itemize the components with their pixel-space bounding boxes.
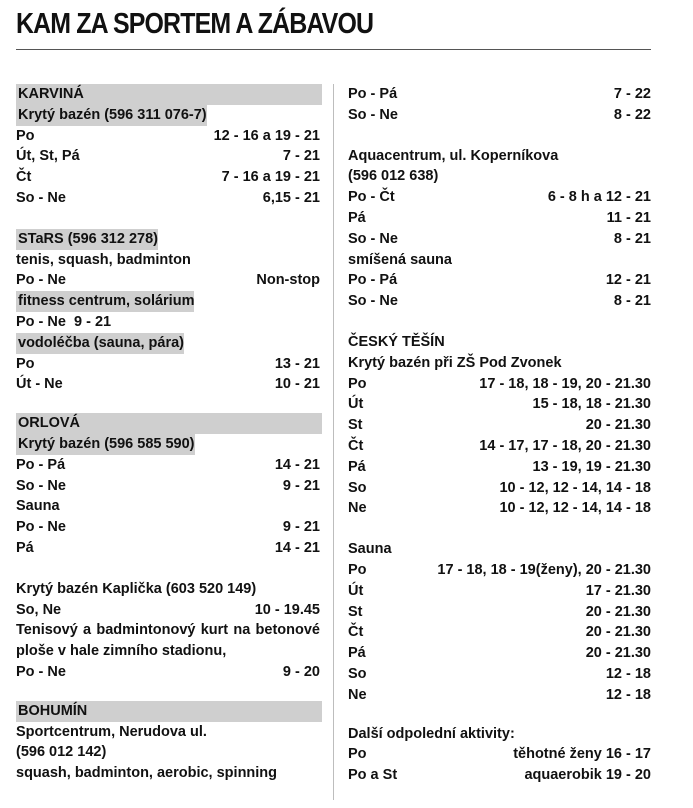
schedule-row: So 12 - 18	[348, 665, 651, 682]
venue-subheading: Sauna	[16, 498, 60, 515]
schedule-row: Čt 7 - 16 a 19 - 21	[16, 169, 320, 186]
column-divider	[333, 84, 334, 800]
venue-name: Sportcentrum, Nerudova ul.	[16, 723, 207, 740]
schedule-row: Po - Pá 14 - 21	[16, 456, 320, 473]
schedule-row: Po - Pá 7 - 22	[348, 86, 651, 102]
venue-subheading: fitness centrum, solárium	[16, 291, 320, 312]
schedule-row: So - Ne 8 - 22	[348, 106, 651, 123]
schedule-row: So - Ne 9 - 21	[16, 477, 320, 494]
venue-name: STaRS (596 312 278)	[16, 229, 320, 250]
venue-phone: (596 012 638)	[348, 168, 439, 185]
schedule-row: Út 17 - 21.30	[348, 582, 651, 599]
schedule-row: So, Ne 10 - 19.45	[16, 601, 320, 618]
schedule-row: So - Ne 8 - 21	[348, 293, 651, 310]
schedule-row: Po a St aquaerobik 19 - 20	[348, 767, 651, 784]
schedule-row: Po - Ne 9 - 20	[16, 663, 320, 680]
schedule-row: So - Ne 8 - 21	[348, 230, 651, 247]
schedule-row: Ne 12 - 18	[348, 686, 651, 703]
venue-subheading: Další odpolední aktivity:	[348, 725, 515, 742]
venue-subheading: vodoléčba (sauna, pára)	[16, 333, 320, 354]
schedule-row: Po - Pá 12 - 21	[348, 272, 651, 289]
page-title: KAM ZA SPORTEM A ZÁBAVOU	[16, 8, 374, 40]
schedule-row: St 20 - 21.30	[348, 417, 651, 434]
schedule-row: Po - Ne 9 - 21	[16, 519, 320, 536]
schedule-row: Po - Ne Non-stop	[16, 272, 320, 289]
venue-subheading: smíšená sauna	[348, 251, 452, 268]
venue-phone: (596 012 142)	[16, 744, 107, 761]
title-divider	[16, 49, 651, 50]
venue-sports: tenis, squash, badminton	[16, 251, 191, 268]
schedule-row: Pá 14 - 21	[16, 539, 320, 556]
schedule-row: So - Ne 6,15 - 21	[16, 189, 320, 206]
venue-name: Krytý bazén (596 311 076-7)	[16, 105, 320, 126]
schedule-row: Po 17 - 18, 18 - 19, 20 - 21.30	[348, 375, 651, 392]
schedule-row: Čt 14 - 17, 17 - 18, 20 - 21.30	[348, 437, 651, 454]
schedule-row: Pá 13 - 19, 19 - 21.30	[348, 458, 651, 475]
schedule-row: St 20 - 21.30	[348, 603, 651, 620]
venue-name: Krytý bazén při ZŠ Pod Zvonek	[348, 354, 562, 371]
schedule-row: Pá 11 - 21	[348, 209, 651, 226]
venue-name: Krytý bazén Kaplička (603 520 149)	[16, 580, 257, 597]
section-heading-cesky-tesin: ČESKÝ TĚŠÍN	[348, 333, 445, 350]
venue-sports: squash, badminton, aerobic, spinning	[16, 765, 278, 782]
schedule-row: Po 17 - 18, 18 - 19(ženy), 20 - 21.30	[348, 561, 651, 578]
schedule-row: Po - Ne 9 - 21	[16, 313, 112, 330]
schedule-row: Po těhotné ženy 16 - 17	[348, 746, 651, 763]
schedule-row: Út - Ne 10 - 21	[16, 376, 320, 393]
section-heading-karvina: KARVINÁ	[16, 84, 322, 105]
venue-name: Aquacentrum, ul. Koperníkova	[348, 147, 559, 164]
schedule-row: Út, St, Pá 7 - 21	[16, 148, 320, 165]
venue-name: Krytý bazén (596 585 590)	[16, 434, 320, 455]
schedule-row: So 10 - 12, 12 - 14, 14 - 18	[348, 479, 651, 496]
schedule-row: Út 15 - 18, 18 - 21.30	[348, 396, 651, 413]
schedule-row: Po - Čt 6 - 8 h a 12 - 21	[348, 189, 651, 206]
left-column	[16, 84, 320, 784]
schedule-row: Po 12 - 16 a 19 - 21	[16, 127, 320, 144]
venue-subheading: Sauna	[348, 541, 392, 558]
section-heading-orlova: ORLOVÁ	[16, 413, 322, 434]
schedule-row: Ne 10 - 12, 12 - 14, 14 - 18	[348, 500, 651, 517]
schedule-row: Pá 20 - 21.30	[348, 645, 651, 662]
schedule-row: Po 13 - 21	[16, 355, 320, 372]
schedule-row: Čt 20 - 21.30	[348, 624, 651, 641]
right-column	[348, 84, 651, 786]
venue-description: Tenisový a badmintonový kurt na betonové ploše v hale zimního stadionu,	[16, 622, 320, 660]
section-heading-bohumin: BOHUMÍN	[16, 701, 322, 722]
